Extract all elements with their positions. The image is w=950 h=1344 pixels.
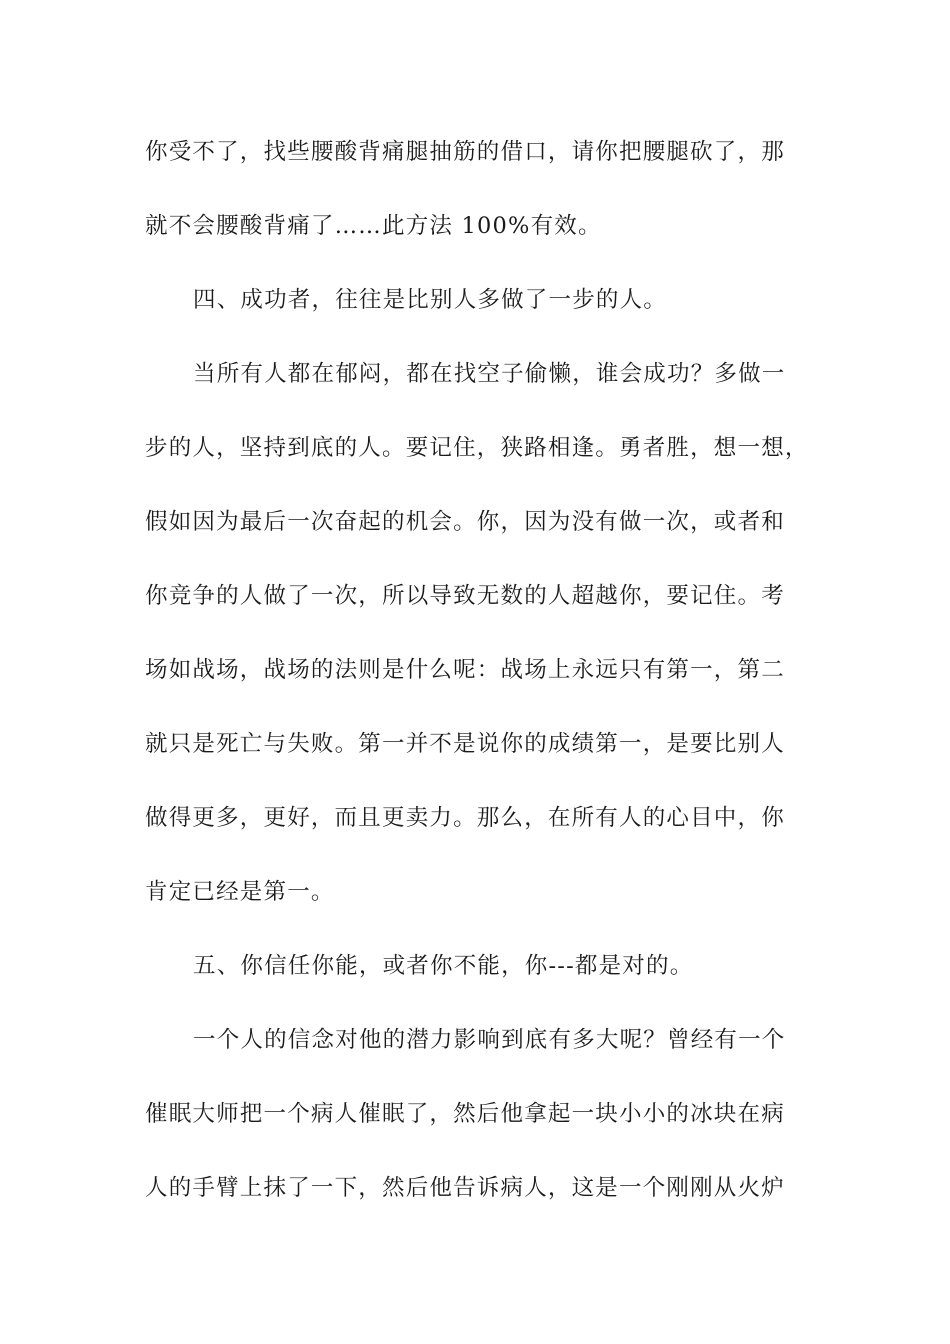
- section-heading-five: 五、你信任你能，或者你不能，你---都是对的。: [193, 953, 694, 979]
- text-line-7: 你竞争的人做了一次，所以导致无数的人超越你，要记住。考: [145, 583, 785, 609]
- text-line-1: 你受不了，找些腰酸背痛腿抽筋的借口，请你把腰腿砍了，那: [145, 139, 785, 165]
- text-line-10: 做得更多，更好，而且更卖力。那么，在所有人的心目中，你: [145, 805, 785, 831]
- text-line-15: 人的手臂上抹了一下，然后他告诉病人，这是一个刚刚从火炉: [145, 1175, 785, 1201]
- text-line-6: 假如因为最后一次奋起的机会。你，因为没有做一次，或者和: [145, 509, 785, 535]
- text-line-2: 就不会腰酸背痛了……此方法 100%有效。: [145, 213, 602, 239]
- text-line-13: 一个人的信念对他的潜力影响到底有多大呢？曾经有一个: [193, 1027, 786, 1053]
- text-line-4: 当所有人都在郁闷，都在找空子偷懒，谁会成功？多做一: [193, 361, 786, 387]
- text-line-8: 场如战场，战场的法则是什么呢：战场上永远只有第一，第二: [145, 657, 785, 683]
- section-heading-four: 四、成功者，往往是比别人多做了一步的人。: [193, 287, 668, 313]
- text-line-5: 步的人，坚持到底的人。要记住，狭路相逢。勇者胜，想一想，: [145, 435, 809, 461]
- text-line-14: 催眠大师把一个病人催眠了，然后他拿起一块小小的冰块在病: [145, 1101, 785, 1127]
- text-line-11: 肯定已经是第一。: [145, 879, 335, 905]
- text-line-9: 就只是死亡与失败。第一并不是说你的成绩第一，是要比别人: [145, 731, 785, 757]
